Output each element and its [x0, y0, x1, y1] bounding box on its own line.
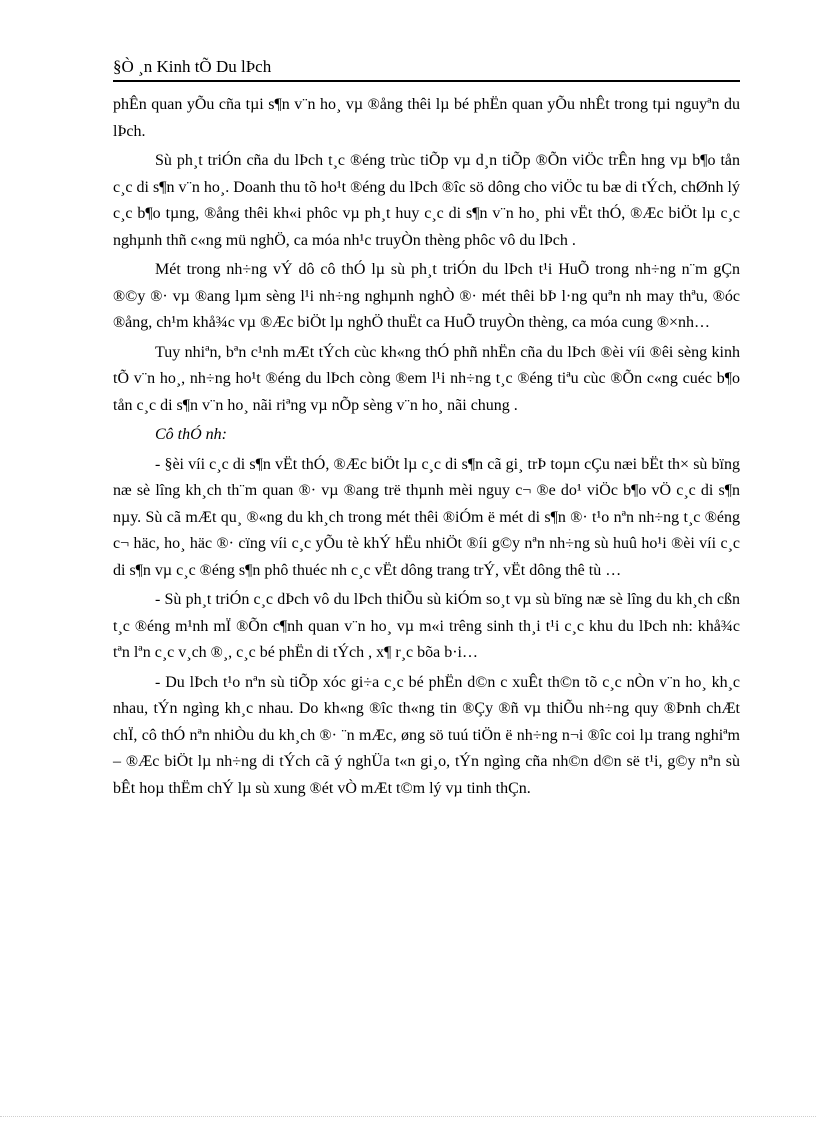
paragraph: Mét trong nh÷ng vÝ dô cô thÓ lµ sù ph¸t triÓn du lÞch t¹i HuÕ trong nh÷ng n¨m gÇn ®©y ®· vµ ®ang lµm sèng l¹i nh÷ng nghµnh nghÒ ®· mét thêi bÞ l·ng quªn nh may thªu, ®óc ®ång, ch¹m khå¾c vµ ®Æc biÖt lµ nghÖ thuËt ca HuÕ truyÒn thèng, ca móa cung ®×nh…: [113, 261, 740, 331]
paragraph: Tuy nhiªn, bªn c¹nh mÆt tÝch cùc kh«ng thÓ phñ nhËn cña du lÞch ®èi víi ®êi sèng kinh tÕ v¨n ho¸, nh÷ng ho¹t ®éng du lÞch còng ®em l¹i nh÷ng t¸c ®éng tiªu cùc ®Õn c«ng cuéc b¶o tån c¸c di s¶n v¨n ho¸ nãi riªng vµ nÕp sèng v¨n ho¸ nãi chung .: [113, 343, 740, 414]
document-body: [113, 92, 740, 805]
paragraph: Sù ph¸t triÓn cña du lÞch t¸c ®éng trùc tiÕp vµ d¸n tiÕp ®Õn viÖc trÊn hng vµ b¶o tån c¸c di s¶n v¨n ho¸. Doanh thu tõ ho¹t ®éng du lÞch ®îc sö dông cho viÖc tu bæ di tÝch, chØnh lý c¸c b¶o tµng, ®ång thêi kh«i phôc vµ ph¸t huy c¸c di s¶n v¨n ho¸ phi vËt thÓ, ®Æc biÖt lµ c¸c nghµnh thñ c«ng mü nghÖ, ca móa nh¹c truyÒn thèng phôc vô du lÞch .: [113, 152, 740, 249]
paragraph: phÊn quan yÕu cña tµi s¶n v¨n ho¸ vµ ®ång thêi lµ bé phËn quan yÕu nhÊt trong tµi nguyªn du lÞch.: [113, 96, 740, 140]
bullet-paragraph: - Sù ph¸t triÓn c¸c dÞch vô du lÞch thiÕu sù kiÓm so¸t vµ sù bïng næ sè lîng du kh¸ch cßn t¸c ®éng m¹nh mÏ ®Õn c¶nh quan v¨n ho¸ vµ m«i trêng sinh th¸i t¹i c¸c khu du lÞch nh: khå¾c tªn lªn c¸c v¸ch ®¸, c¸c bé phËn di tÝch , x¶ r¸c bõa b·i…: [113, 591, 740, 661]
section-label: Cô thÓ nh:: [155, 426, 227, 443]
header-rule: [113, 80, 740, 82]
page-bottom-border: [0, 1116, 816, 1117]
bullet-paragraph: - Du lÞch t¹o nªn sù tiÕp xóc gi÷a c¸c bé phËn d©n c xuÊt th©n tõ c¸c nÒn v¨n ho¸ kh¸c nhau, tÝn ngìng kh¸c nhau. Do kh«ng ®îc th«ng tin ®Çy ®ñ vµ thiÕu nh÷ng quy ®Þnh chÆt chÏ, cô thÓ nªn nhiÒu du kh¸ch ®· ¨n mÆc, øng sö tuú tiÖn ë nh÷ng n¬i ®îc coi lµ trang nghiªm – ®Æc biÖt lµ nh÷ng di tÝch cã ý nghÜa t«n gi¸o, tÝn ngìng cña nh©n d©n së t¹i, g©y nªn sù bÊt hoµ thËm chÝ lµ sù xung ®ét vÒ mÆt t©m lý vµ tinh thÇn.: [113, 673, 740, 797]
running-header: §Ò ¸n Kinh tÕ Du lÞch: [113, 57, 272, 76]
bullet-paragraph: - §èi víi c¸c di s¶n vËt thÓ, ®Æc biÖt lµ c¸c di s¶n cã gi¸ trÞ toµn cÇu næi bËt th× sù bïng næ sè lîng kh¸ch th¨m quan ®· vµ ®ang trë thµnh mèi nguy c¬ ®e do¹ viÖc b¶o vÖ c¸c di s¶n nµy. Sù cã mÆt qu¸ ®«ng du kh¸ch trong mét thêi ®iÓm ë mét di s¶n ®· t¹o nªn nh÷ng t¸c ®éng c¬ häc, ho¸ häc ®· cïng víi c¸c yÕu tè khÝ hËu nhiÖt ®íi g©y nªn nh÷ng sù huû ho¹i ®èi víi c¸c di s¶n vµ c¸c ®éng s¶n phô thuéc nh c¸c vËt dông trang trÝ, vËt dông thê tù …: [113, 455, 740, 579]
